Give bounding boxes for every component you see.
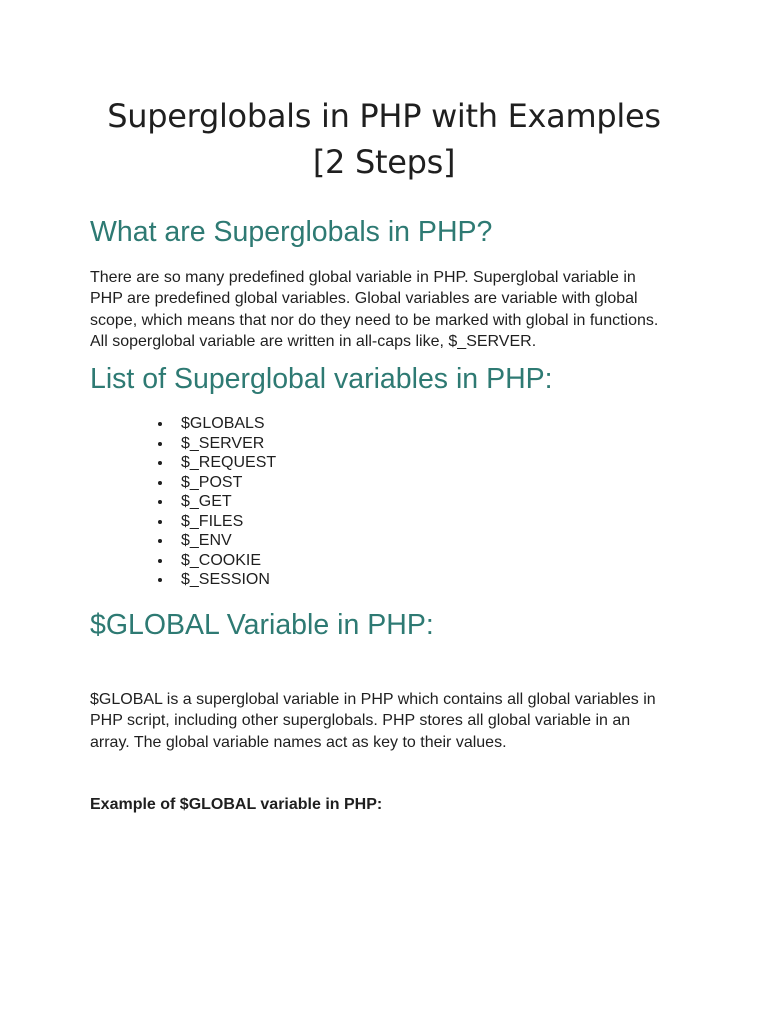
list-item-label: $_POST <box>181 473 243 491</box>
page-title-line-1: Superglobals in PHP with Examples <box>107 97 661 135</box>
page-title <box>60 93 708 185</box>
list-item-label: $_SESSION <box>181 571 270 588</box>
bullet-icon <box>158 461 162 465</box>
list-item-label: $_COOKIE <box>181 551 262 569</box>
superglobals-list <box>158 414 276 590</box>
bullet-icon <box>158 422 162 426</box>
list-item-label: $_ENV <box>181 532 232 549</box>
bullet-icon <box>158 481 162 485</box>
list-item-label: $GLOBALS <box>181 415 265 432</box>
bullet-icon <box>158 559 162 563</box>
list-item <box>158 570 276 590</box>
page-title-line-2: [2 Steps] <box>312 143 456 181</box>
example-label: Example of $GLOBAL variable in PHP: <box>90 796 383 813</box>
global-paragraph <box>90 689 690 753</box>
list-item-label: $_FILES <box>181 512 244 530</box>
list-item <box>158 473 276 493</box>
bullet-icon <box>158 442 162 446</box>
list-item <box>158 434 276 454</box>
bullet-icon <box>158 520 162 524</box>
heading-list-of-superglobals: List of Superglobal variables in PHP: <box>90 363 553 395</box>
list-item <box>158 512 276 532</box>
list-item <box>158 531 276 551</box>
bullet-icon <box>158 500 162 504</box>
global-paragraph-line: $GLOBAL is a superglobal variable in PHP which contains all global variables in <box>90 691 656 708</box>
list-item <box>158 414 276 434</box>
heading-global-variable: $GLOBAL Variable in PHP: <box>90 609 434 641</box>
intro-paragraph-line: There are so many predefined global variable in PHP. Superglobal variable in <box>90 269 636 286</box>
list-item-label: $_SERVER <box>181 434 265 452</box>
bullet-icon <box>158 539 162 543</box>
list-item-label: $_GET <box>181 493 232 510</box>
heading-what-are-superglobals: What are Superglobals in PHP? <box>90 216 493 248</box>
list-item <box>158 453 276 473</box>
intro-paragraph-line: scope, which means that nor do they need to be marked with global in functions. <box>90 311 659 329</box>
global-paragraph-line: PHP script, including other superglobals. PHP stores all global variable in an <box>90 712 631 730</box>
list-item-label: $_REQUEST <box>181 454 277 471</box>
intro-paragraph-line: All soperglobal variable are written in all-caps like, $_SERVER. <box>90 332 537 350</box>
intro-paragraph-line: PHP are predefined global variables. Global variables are variable with global <box>90 290 638 308</box>
list-item <box>158 492 276 512</box>
list-item <box>158 551 276 571</box>
global-paragraph-line: array. The global variable names act as key to their values. <box>90 733 507 751</box>
intro-paragraph <box>90 267 690 352</box>
bullet-icon <box>158 578 162 582</box>
